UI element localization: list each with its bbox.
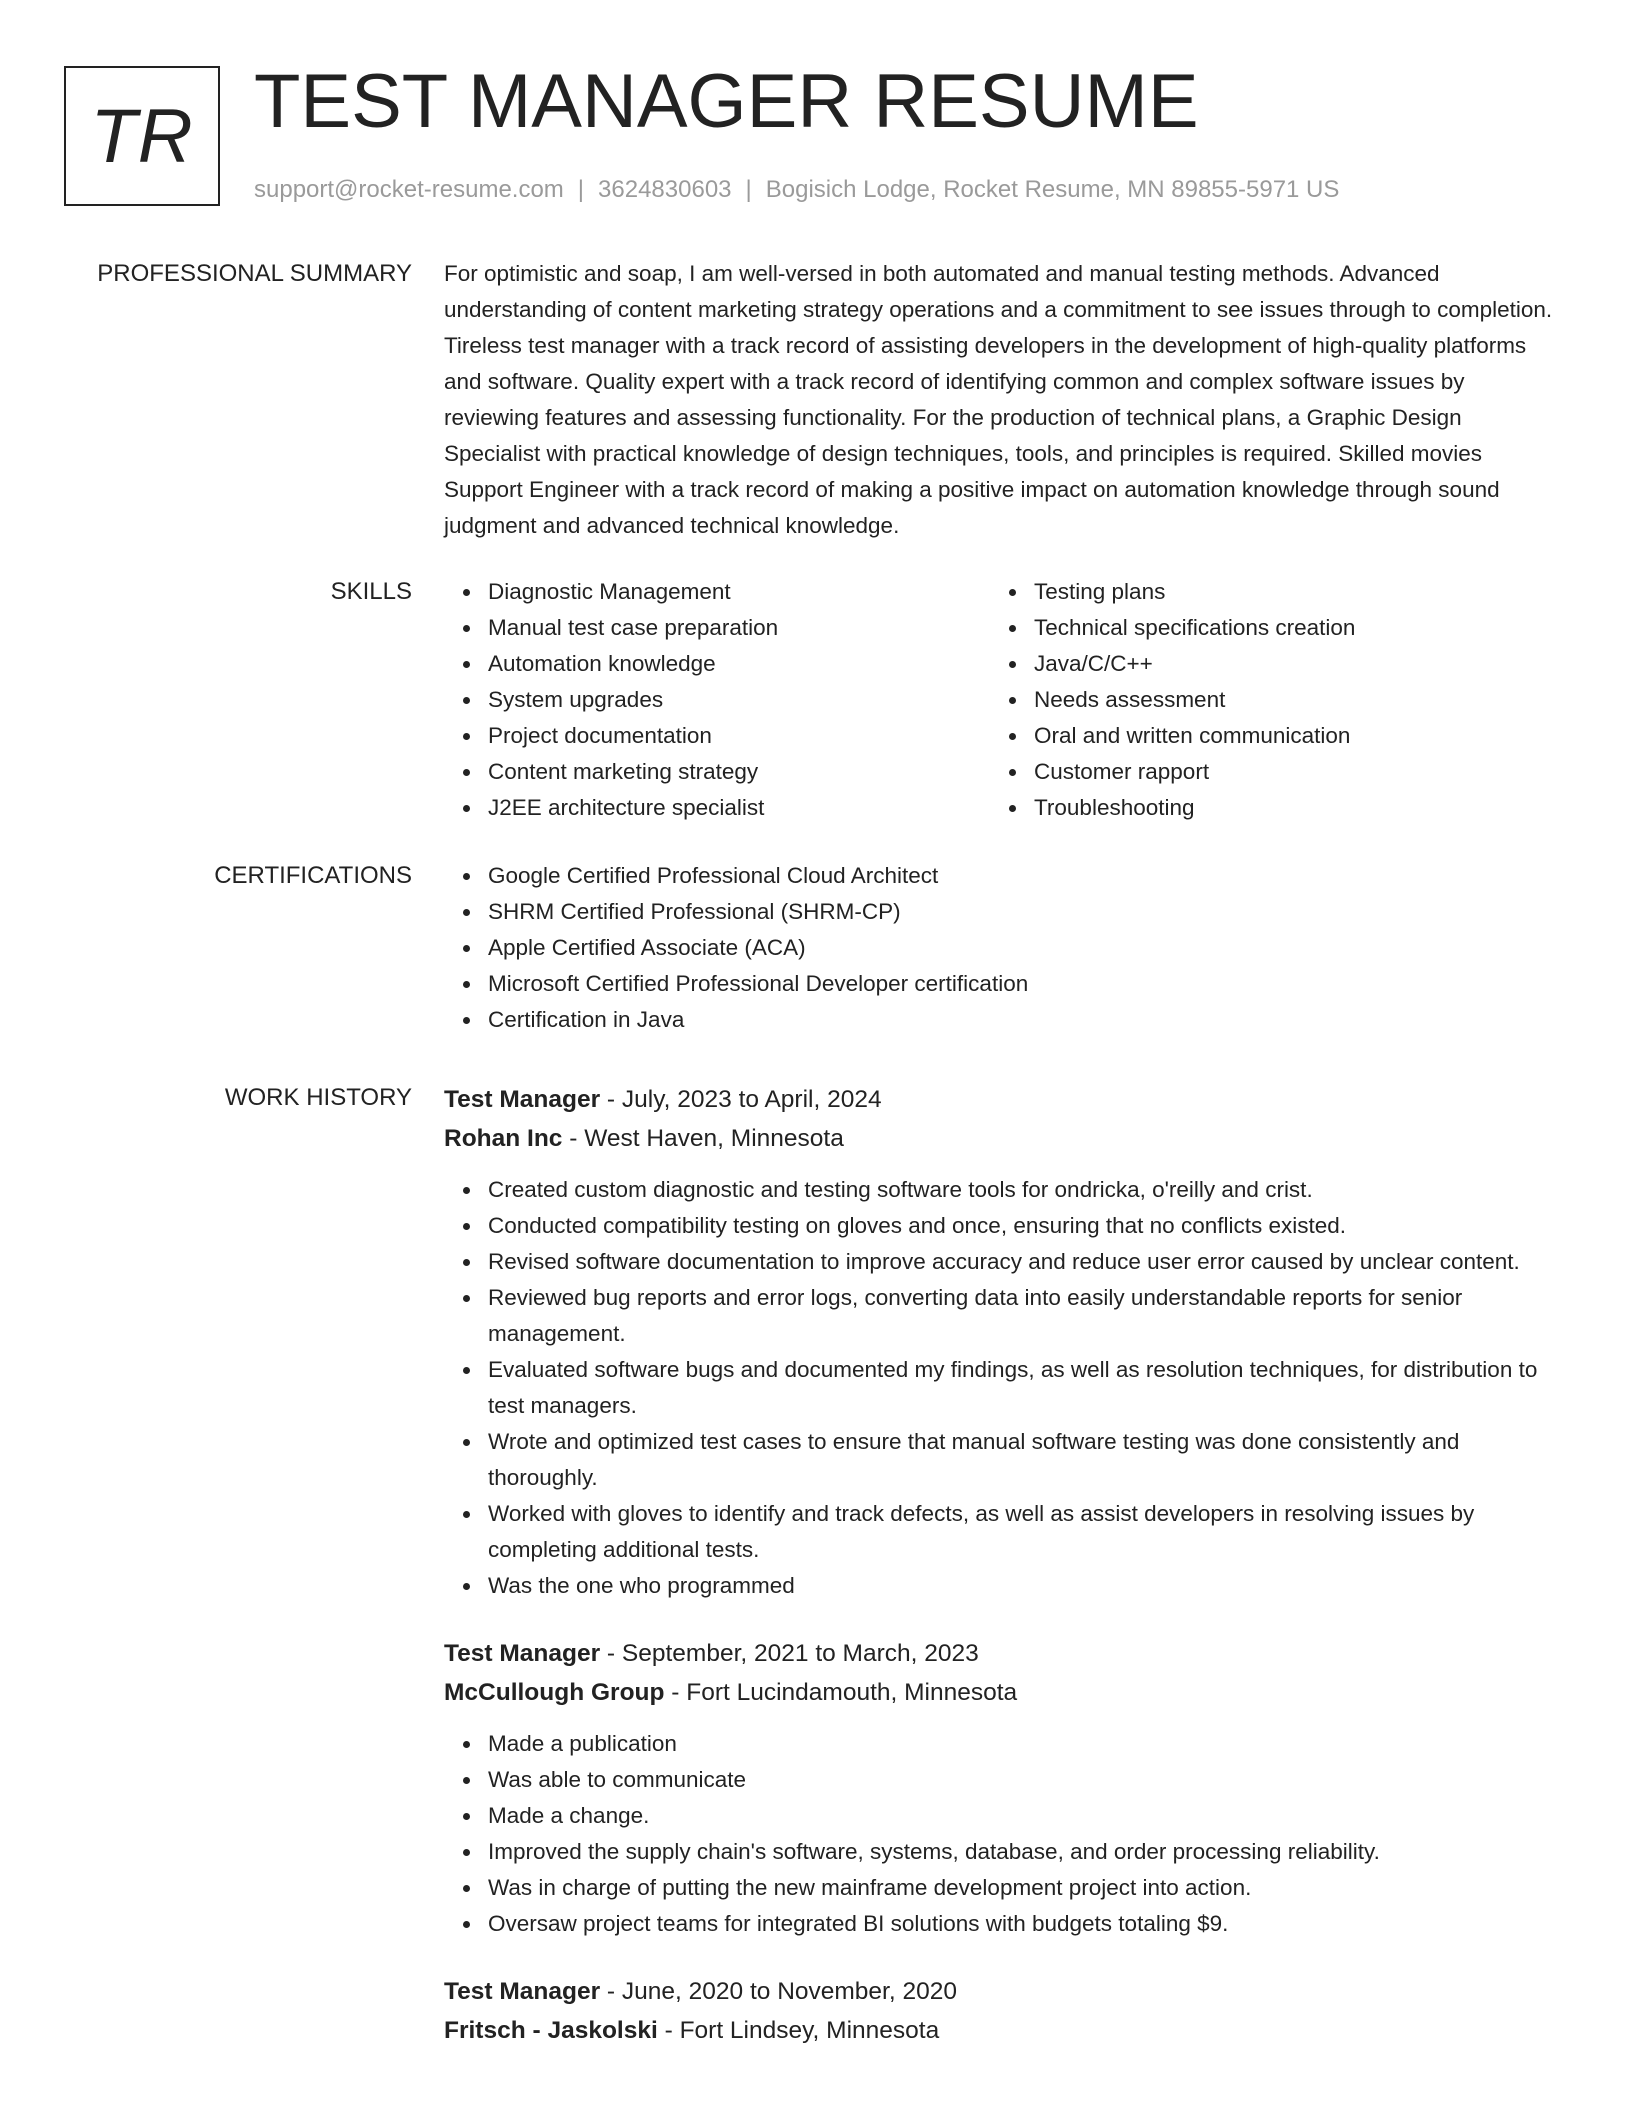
job-title-line (444, 1634, 1554, 1673)
skill-item: Customer rapport (1034, 754, 1536, 790)
job-duty: Made a publication (488, 1726, 1554, 1762)
job-dates: - June, 2020 to November, 2020 (600, 1978, 957, 2005)
job-title: Test Manager (444, 1978, 601, 2005)
job-title: Test Manager (444, 1086, 601, 1113)
skill-item: Automation knowledge (488, 646, 990, 682)
job-title-line (444, 1972, 1554, 2011)
certifications-list (444, 858, 1554, 1038)
resume-title: TEST MANAGER RESUME (254, 59, 1199, 144)
skill-item: Diagnostic Management (488, 574, 990, 610)
job-duty: Was the one who programmed (488, 1568, 1554, 1604)
job-location: - West Haven, Minnesota (562, 1125, 844, 1152)
job-dates: - September, 2021 to March, 2023 (600, 1640, 979, 1667)
summary-heading: PROFESSIONAL SUMMARY (97, 260, 412, 287)
job-duty: Was in charge of putting the new mainframe development project into action. (488, 1870, 1554, 1906)
skill-item: Troubleshooting (1034, 790, 1536, 826)
job-company-line (444, 1673, 1554, 1712)
job-entry (444, 1634, 1554, 1942)
skill-item: Needs assessment (1034, 682, 1536, 718)
contact-line (254, 174, 1339, 206)
job-dates: - July, 2023 to April, 2024 (600, 1086, 882, 1113)
job-company: Fritsch - Jaskolski (444, 2017, 658, 2044)
certification-item: Microsoft Certified Professional Developer certification (488, 966, 1554, 1002)
job-duty: Conducted compatibility testing on gloves and once, ensuring that no conflicts existed. (488, 1208, 1554, 1244)
skills-list-right (990, 574, 1536, 826)
job-duty: Improved the supply chain's software, systems, database, and order processing reliability. (488, 1834, 1554, 1870)
certification-item: Apple Certified Associate (ACA) (488, 930, 1554, 966)
job-company-line (444, 1119, 1554, 1158)
skill-item: Technical specifications creation (1034, 610, 1536, 646)
job-duty: Created custom diagnostic and testing software tools for ondricka, o'reilly and crist. (488, 1172, 1554, 1208)
certification-item: Google Certified Professional Cloud Architect (488, 858, 1554, 894)
skills-heading: SKILLS (330, 578, 412, 605)
skill-item: Project documentation (488, 718, 990, 754)
job-entry (444, 1080, 1554, 1604)
job-duty: Revised software documentation to improve accuracy and reduce user error caused by unclear content. (488, 1244, 1554, 1280)
job-location: - Fort Lucindamouth, Minnesota (664, 1679, 1018, 1706)
skill-item: Oral and written communication (1034, 718, 1536, 754)
job-duties-list (444, 1726, 1554, 1942)
contact-address: Bogisich Lodge, Rocket Resume, MN 89855-5971 US (765, 176, 1340, 203)
job-duties-list (444, 1172, 1554, 1604)
certification-item: SHRM Certified Professional (SHRM-CP) (488, 894, 1554, 930)
skill-item: Manual test case preparation (488, 610, 990, 646)
skills-body (444, 574, 1554, 826)
job-duty: Worked with gloves to identify and track defects, as well as assist developers in resolving issues by completing additional tests. (488, 1496, 1554, 1568)
skill-item: Testing plans (1034, 574, 1536, 610)
work-history-body (444, 1080, 1554, 2050)
job-company: Rohan Inc (444, 1125, 563, 1152)
skill-item: System upgrades (488, 682, 990, 718)
job-duty: Reviewed bug reports and error logs, converting data into easily understandable reports for senior management. (488, 1280, 1554, 1352)
job-entry (444, 1972, 1554, 2050)
summary-text: For optimistic and soap, I am well-versed in both automated and manual testing methods. Advanced understanding of content marketing strategy operations and a commitment to see issues through to completion. Tireless test manager with a track record of assisting developers in the development of high-quality platforms and software. Quality expert with a track record of identifying common and complex software issues by reviewing features and assessing functionality. For the production of technical plans, a Graphic Design Specialist with practical knowledge of design techniques, tools, and principles is required. Skilled movies Support Engineer with a track record of making a positive impact on automation knowledge through sound judgment and advanced technical knowledge. (444, 261, 1553, 538)
job-duty: Evaluated software bugs and documented my findings, as well as resolution techniques, for distribution to test managers. (488, 1352, 1554, 1424)
job-title-line (444, 1080, 1554, 1119)
skill-item: J2EE architecture specialist (488, 790, 990, 826)
certifications-heading: CERTIFICATIONS (214, 862, 412, 889)
contact-phone[interactable]: 3624830603 (598, 176, 732, 203)
certifications-body (444, 858, 1554, 1038)
summary-body (444, 256, 1554, 544)
monogram-badge (64, 66, 220, 206)
certification-item: Certification in Java (488, 1002, 1554, 1038)
contact-separator: | (577, 176, 585, 203)
skill-item: Java/C/C++ (1034, 646, 1536, 682)
job-duty: Oversaw project teams for integrated BI solutions with budgets totaling $9. (488, 1906, 1554, 1942)
job-title: Test Manager (444, 1640, 601, 1667)
job-duty: Wrote and optimized test cases to ensure that manual software testing was done consistently and thoroughly. (488, 1424, 1554, 1496)
job-duty: Made a change. (488, 1798, 1554, 1834)
skills-columns (444, 574, 1554, 826)
work-history-heading: WORK HISTORY (224, 1084, 412, 1111)
contact-separator: | (745, 176, 752, 203)
contact-email[interactable]: support@rocket-resume.com (254, 176, 564, 203)
job-duty: Was able to communicate (488, 1762, 1554, 1798)
monogram-initials: TR (90, 93, 194, 179)
skills-list-left (444, 574, 990, 826)
job-location: - Fort Lindsey, Minnesota (657, 2017, 940, 2044)
skill-item: Content marketing strategy (488, 754, 990, 790)
job-company-line (444, 2011, 1554, 2050)
job-company: McCullough Group (444, 1679, 665, 1706)
